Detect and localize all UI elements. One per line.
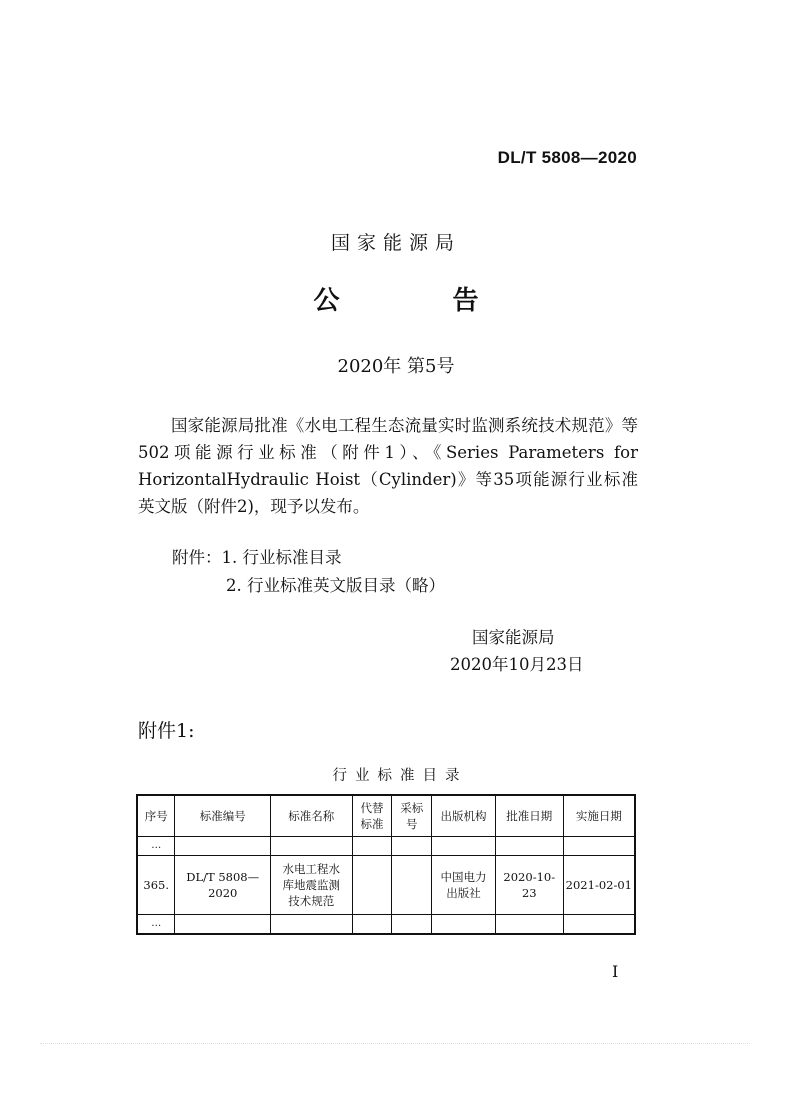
row-name-line1: 水电工程水 (282, 862, 341, 876)
header-replace (352, 795, 392, 837)
issuer-title: 国家能源局 (330, 232, 461, 254)
attachment-item-1: 附件：1. 行业标准目录 (172, 548, 342, 567)
row-approve-date: 2020-10-23 (495, 856, 563, 915)
header-name: 标准名称 (271, 795, 353, 837)
row-replace (352, 856, 392, 915)
table-title: 行业标准目录 (332, 768, 468, 784)
attachment-item-2: 2. 行业标准英文版目录（略） (226, 576, 445, 595)
header-implement-date: 实施日期 (563, 795, 635, 837)
header-publisher: 出版机构 (432, 795, 496, 837)
header-replace-line2: 标准 (360, 817, 384, 831)
row-seq: 365. (137, 856, 175, 915)
row-publisher-line1: 中国电力 (440, 870, 487, 884)
header-adopt-line1: 采标 (400, 801, 424, 815)
header-seq: 序号 (137, 795, 175, 837)
table-row-ellipsis (137, 837, 635, 856)
row-name (271, 856, 353, 915)
header-adopt-line2: 号 (406, 817, 418, 831)
table-row (137, 856, 635, 915)
header-replace-line1: 代替 (360, 801, 384, 815)
row-name-line3: 技术规范 (288, 894, 335, 908)
footer-divider (40, 1043, 750, 1044)
signature-date: 2020年10月23日 (450, 655, 584, 674)
row-publisher-line2: 出版社 (446, 886, 481, 900)
table-header-row (137, 795, 635, 837)
body-line-4: 2)，现予以发布。 (237, 497, 370, 516)
body-line-1: 国家能源局批准《水电工程生态流量实时监测系统技术规范》 (171, 416, 622, 435)
annex-label: 附件1: (138, 720, 195, 742)
row-name-line2: 库地震监测 (282, 878, 341, 892)
announcement-number: 2020年 第5号 (337, 356, 455, 377)
announcement-title: 公 告 (313, 286, 531, 316)
page-number: I (612, 962, 619, 981)
header-code: 标准编号 (175, 795, 271, 837)
header-approve-date: 批准日期 (495, 795, 563, 837)
ellipsis-cell: … (137, 915, 175, 935)
row-adopt (392, 856, 432, 915)
row-code-line1: DL/T 5808— (186, 870, 260, 884)
row-implement-date: 2021-02-01 (563, 856, 635, 915)
row-code-line2: 2020 (208, 886, 238, 900)
body-line-3: Hydraulic Hoist（Cylinder)》等35项能源行业标准英文版（附件 (138, 470, 638, 516)
table-row-ellipsis (137, 915, 635, 935)
standards-table (136, 794, 636, 935)
ellipsis-cell: … (137, 837, 175, 856)
row-publisher (432, 856, 496, 915)
row-code (175, 856, 271, 915)
body-line-2: 等502项能源行业标准（附件1）、《Series Parameters for Horizontal (138, 416, 638, 489)
standard-code: DL/T 5808—2020 (497, 148, 637, 167)
signature-organization: 国家能源局 (472, 628, 555, 647)
announcement-body (138, 412, 638, 520)
header-adopt (392, 795, 432, 837)
